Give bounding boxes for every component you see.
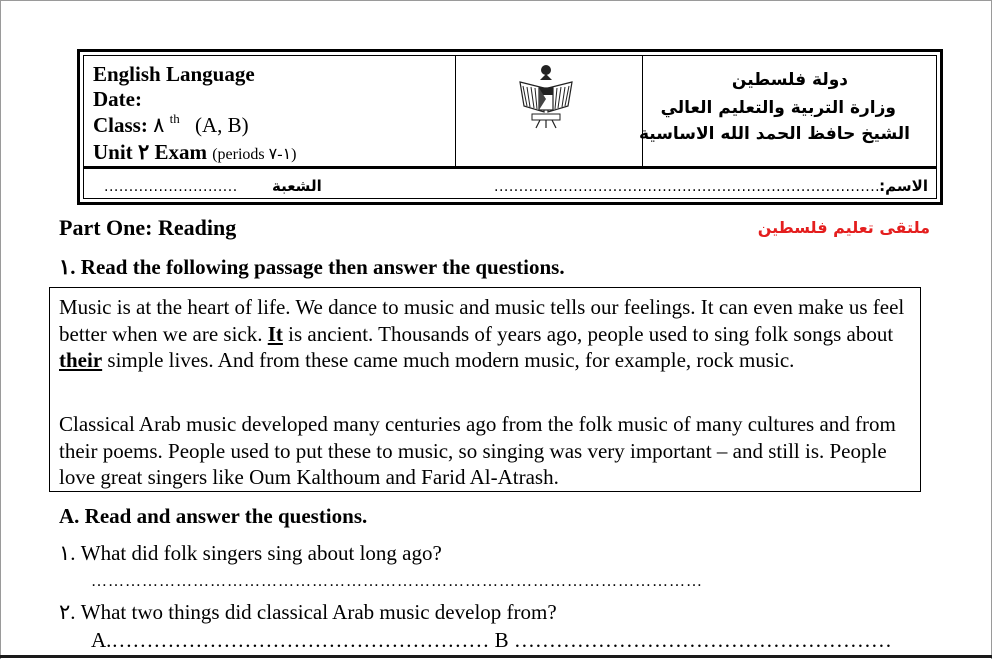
answer-a1-line[interactable]: ……………………………………………………………………………………………… — [91, 573, 703, 590]
p1-text-c: simple lives. And from these came much modern music, for example, rock music. — [102, 348, 795, 372]
ar-state: دولة فلسطين — [731, 70, 848, 90]
subject-line: English Language — [93, 62, 255, 86]
p1-underlined-it: It — [267, 321, 283, 346]
ar-ministry: وزارة التربية والتعليم العالي — [660, 98, 896, 118]
palestine-eagle-emblem-icon — [518, 62, 574, 130]
p1-text-b: is ancient. Thousands of years ago, people used to sing folk songs about — [282, 321, 894, 346]
date-line: Date: — [93, 87, 142, 111]
page-bottom-rule — [0, 655, 992, 658]
class-line — [93, 113, 249, 138]
header-arabic-cell — [638, 56, 936, 166]
forum-label: ملتقى تعليم فلسطين — [757, 218, 930, 237]
class-sections: (A, B) — [195, 113, 249, 137]
header-emblem-cell — [456, 56, 643, 166]
section-a-title: A. Read and answer the questions. — [59, 504, 368, 528]
p1-text-a: Music is at the heart of life. We dance to music and music tells our feelings. It can even make us feel better when we are sick. — [59, 295, 905, 346]
class-grade: ٨ — [153, 113, 165, 137]
question-1-title: ١. Read the following passage then answer the questions. — [59, 255, 565, 279]
class-label: Class: — [93, 113, 148, 137]
ar-school: الشيخ حافظ الحمد الله الاساسية — [638, 124, 910, 144]
answer-a2-line[interactable]: A.……………………………………………… B ……………………………………………… — [91, 628, 892, 652]
periods-label: (periods ١-٧) — [212, 146, 297, 163]
exam-header — [77, 49, 943, 205]
unit-label: Unit ٢ Exam — [93, 140, 207, 164]
exam-header-inner — [83, 55, 937, 199]
reading-passage — [49, 287, 921, 492]
passage-paragraph-1 — [59, 294, 909, 374]
class-sup: th — [169, 111, 180, 126]
name-label: الاسم: — [879, 177, 928, 195]
question-a2: ٢. What two things did classical Arab music develop from? — [59, 600, 557, 624]
part-title: Part One: Reading — [59, 215, 237, 240]
header-english-cell — [84, 56, 456, 166]
unit-line — [93, 140, 297, 165]
p1-underlined-their: their — [59, 348, 103, 372]
header-top-row — [84, 56, 936, 169]
question-a1: ١. What did folk singers sing about long ago? — [59, 541, 442, 565]
name-field[interactable]: ............................................................................... — [494, 179, 886, 195]
passage-paragraph-2: Classical Arab music developed many centuries ago from the folk music of many cultures and from their poems. People used to put these to music, so singing was very important – and still is. People love great singers like Oum Kalthoum and Farid Al-Atrash. — [59, 412, 896, 489]
section-label: الشعبة — [272, 177, 322, 195]
name-row — [84, 169, 936, 202]
section-field[interactable]: ........................... — [104, 179, 238, 195]
